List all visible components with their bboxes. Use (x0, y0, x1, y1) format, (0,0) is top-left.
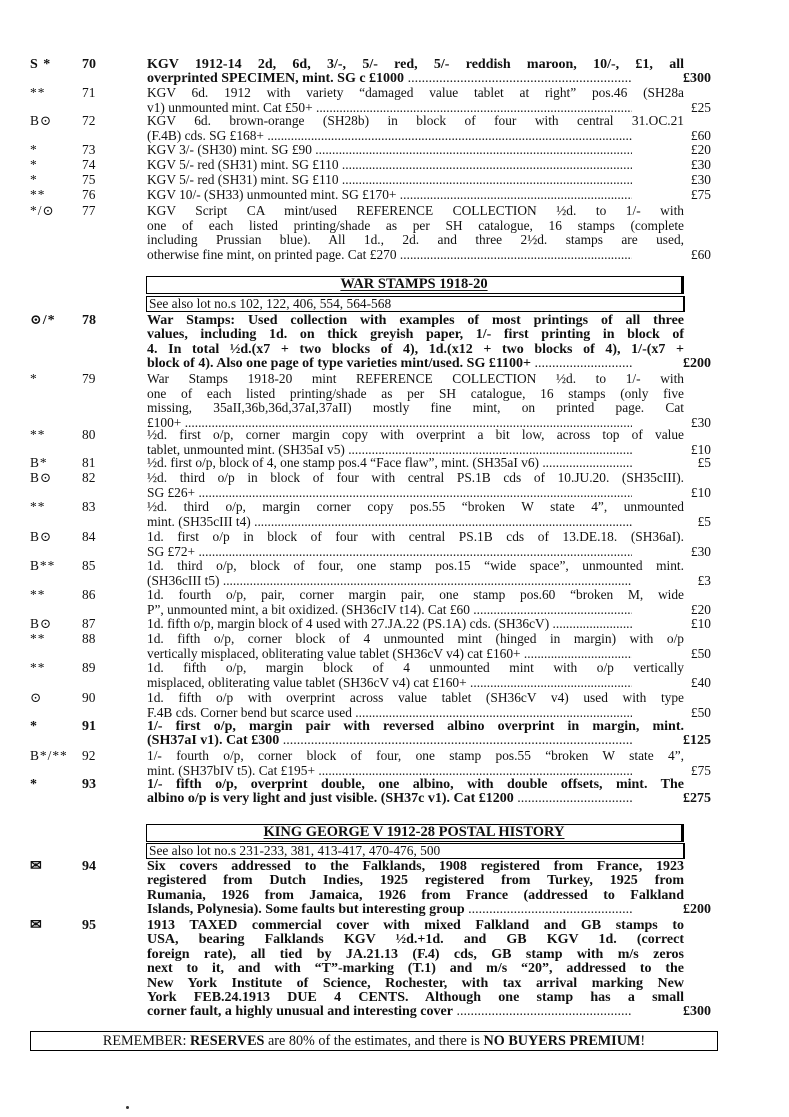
description-line: ½d. first o/p, corner margin copy with overprint a bit low, across top of value (147, 427, 684, 442)
lot-estimate: £30 (690, 543, 711, 559)
description-last-line: KGV 5/- red (SH31) mint. SG £110 ..... (147, 158, 632, 173)
lot-description (147, 632, 684, 661)
description-line: 1/- fourth o/p, corner block of four, one stamp pos.55 “broken W state 4”, (147, 748, 684, 763)
section-header-kgv-postal-history (146, 824, 684, 842)
lot-condition: B⊙ (30, 616, 53, 631)
lot-estimate: £30 (690, 414, 711, 430)
description-line: War Stamps 1918-20 mint REFERENCE COLLECTION ½d. to 1/- with (147, 371, 684, 386)
description-last-line: 1d. fifth o/p, margin block of 4 used with 27.JA.22 (PS.1A) cds. (SH36cV) ..... (147, 617, 632, 632)
description-line: Six covers addressed to the Falklands, 1908 registered from France, 1923 (147, 859, 684, 874)
see-also-box-war (146, 296, 685, 312)
description-line: registered from Dutch Indies, 1925 registered from Turkey, 1925 from (147, 873, 684, 889)
lot-estimate: £125 (683, 733, 711, 749)
lot-estimate: £10 (690, 441, 711, 457)
lot-number: 95 (82, 918, 96, 933)
description-last-line: KGV 5/- red (SH31) mint. SG £110 ..... (147, 173, 632, 188)
lot-number: 91 (82, 719, 96, 734)
description-line: 1913 TAXED commercial cover with mixed Falkland and GB stamps to (147, 918, 684, 933)
notice-middle: are 80% of the estimates, and there is (264, 1033, 484, 1049)
section-title: WAR STAMPS 1918-20 (340, 276, 488, 292)
lot-estimate: £20 (690, 601, 711, 617)
see-also-box-kgv (146, 843, 685, 859)
lot-estimate: £275 (683, 791, 711, 807)
description-last-line: (SH36cIII t5) ..... (147, 574, 632, 589)
description-last-line: SG £72+ ..... (147, 545, 632, 560)
lot-estimate: £25 (690, 99, 711, 115)
see-also-text: See also lot no.s 231-233, 381, 413-417, 470-476, 500 (149, 843, 441, 858)
lot-description (147, 559, 684, 588)
lot-estimate: £10 (690, 484, 711, 500)
lot-estimate: £75 (690, 187, 711, 202)
lot-estimate: £50 (690, 645, 711, 661)
lot-description (147, 114, 684, 143)
description-line: next to it, and with “T”-marking (T.1) and m/s “20”, addressed to the (147, 961, 684, 977)
lot-description (147, 204, 684, 262)
lot-description (147, 500, 684, 529)
remember-notice (30, 1031, 718, 1051)
lot-estimate: £75 (690, 762, 711, 778)
description-last-line: P”, unmounted mint, a bit oxidized. (SH36cIV t14). Cat £60 ..... (147, 603, 632, 618)
lot-estimate: £30 (690, 157, 711, 172)
lot-estimate: £60 (690, 127, 711, 143)
lot-number: 79 (82, 371, 96, 386)
description-last-line: misplaced, obliterating value tablet (SH36cV v4) cat £160+ ..... (147, 676, 632, 691)
lot-description (147, 173, 684, 188)
lot-condition: ** (30, 499, 46, 514)
lot-number: 84 (82, 529, 96, 544)
lot-condition: * (30, 157, 38, 172)
description-line: one of each listed printing/shade as per SH catalogue, 16 stamps (only five (147, 385, 684, 401)
description-last-line: v1) unmounted mint. Cat £50+ ..... (147, 101, 632, 116)
lot-condition: B* (30, 455, 48, 470)
description-line: 1/- first o/p, margin pair with reversed albino overprint in margin, mint. (147, 719, 684, 734)
description-line: New York Institute of Science, Rochester, with tax arrival marking New (147, 975, 684, 991)
description-last-line: block of 4). Also one page of type varieties mint/used. SG £1100+ ..... (147, 357, 632, 371)
lot-condition: B** (30, 558, 56, 573)
lot-number: 71 (82, 85, 96, 100)
lot-condition: S * (30, 57, 52, 72)
see-also-text: See also lot no.s 102, 122, 406, 554, 564-568 (149, 296, 392, 311)
lot-description (147, 188, 684, 203)
lot-estimate: £5 (697, 513, 711, 529)
lot-condition: ⊙ (30, 690, 43, 705)
notice-prefix: REMEMBER: (102, 1033, 191, 1049)
description-line: ½d. third o/p in block of four with central PS.1B cds of 10.JU.20. (SH35cIII). (147, 470, 684, 485)
description-line: values, including 1d. on thick greyish paper, 1/- first printing in block of (147, 327, 684, 343)
lot-description (147, 661, 684, 690)
lot-condition: ✉ (30, 918, 43, 933)
lot-number: 80 (82, 427, 96, 442)
lot-estimate: £30 (690, 172, 711, 187)
lot-number: 88 (82, 631, 96, 646)
lot-number: 89 (82, 660, 96, 675)
description-last-line: £100+ ..... (147, 416, 632, 431)
lot-number: 93 (82, 777, 96, 792)
lot-estimate: £200 (683, 356, 711, 372)
lot-condition: ** (30, 631, 46, 646)
description-last-line: tablet, unmounted mint. (SH35aI v5) ..... (147, 443, 632, 458)
description-line: 1d. fifth o/p, margin block of 4 unmounted mint with o/p vertically (147, 660, 684, 675)
description-line: USA, bearing Falklands KGV ½d.+1d. and GB KGV 1d. (correct (147, 932, 684, 948)
lot-condition: * (30, 719, 38, 734)
description-line: foreign rate), all tied by JA.21.13 (F.4) cds, GB stamp with m/s zeros (147, 946, 684, 962)
lot-estimate: £3 (697, 572, 711, 588)
description-line: KGV 6d. brown-orange (SH28b) in block of four with central 31.OC.21 (147, 113, 684, 128)
description-line: KGV 6d. 1912 with variety “damaged value tablet at right” pos.46 (SH28a (147, 85, 684, 100)
lot-condition: B*/** (30, 748, 68, 763)
lot-description (147, 372, 684, 430)
lot-condition: B⊙ (30, 470, 53, 485)
lot-number: 76 (82, 187, 96, 202)
lot-number: 87 (82, 616, 96, 631)
description-last-line: otherwise fine mint, on printed page. Cat £270 ..... (147, 248, 632, 263)
description-line: 1d. first o/p in block of four with central PS.1B cds of 13.DE.18. (SH36aI). (147, 529, 684, 544)
lot-condition: * (30, 142, 38, 157)
description-line: missing, 35aII,36b,36d,37aI,37aII) mostly fine mint, on printed page. Cat (147, 400, 684, 416)
lot-number: 77 (82, 203, 96, 218)
lot-number: 70 (82, 57, 96, 72)
lot-number: 74 (82, 157, 96, 172)
description-last-line: KGV 10/- (SH33) unmounted mint. SG £170+ ..... (147, 188, 632, 203)
lot-condition: */⊙ (30, 203, 55, 218)
lot-description (147, 588, 684, 617)
section-title: KING GEORGE V 1912-28 POSTAL HISTORY (263, 824, 565, 840)
lot-number: 81 (82, 455, 96, 470)
lot-number: 85 (82, 558, 96, 573)
lot-condition: ** (30, 660, 46, 675)
lot-number: 78 (82, 313, 96, 328)
description-line: 4. In total ½d.(x7 + two blocks of 4), 1d.(x12 + two blocks of 4), 1/-(x7 + (147, 341, 684, 357)
description-last-line: (F.4B) cds. SG £168+ ..... (147, 129, 632, 144)
lot-description (147, 86, 684, 115)
lot-estimate: £60 (690, 246, 711, 262)
lot-condition: * (30, 172, 38, 187)
lot-description (147, 471, 684, 500)
lot-number: 90 (82, 690, 96, 705)
lot-condition: ** (30, 85, 46, 100)
lot-number: 86 (82, 587, 96, 602)
page-dot-mark (126, 1106, 129, 1109)
lot-description (147, 617, 684, 632)
description-last-line: mint. (SH37bIV t5). Cat £195+ ..... (147, 764, 632, 779)
notice-no-premium: NO BUYERS PREMIUM (483, 1033, 641, 1049)
lot-number: 94 (82, 859, 96, 874)
description-last-line: F.4B cds. Corner bend but scarce used ..... (147, 706, 632, 721)
lot-description (147, 314, 684, 372)
lot-description (147, 860, 684, 918)
lot-description (147, 456, 684, 471)
lot-estimate: £5 (697, 455, 711, 470)
description-last-line: Islands, Polynesia). Some faults but interesting group ..... (147, 903, 632, 917)
description-last-line: corner fault, a highly unusual and interesting cover ..... (147, 1005, 632, 1019)
section-header-war-stamps (146, 276, 684, 294)
lot-condition: ⊙/* (30, 313, 56, 328)
lot-number: 92 (82, 748, 96, 763)
lot-number: 82 (82, 470, 96, 485)
description-line: KGV 1912-14 2d, 6d, 3/-, 5/- red, 5/- reddish maroon, 10/-, £1, all (147, 57, 684, 72)
lot-number: 72 (82, 113, 96, 128)
lot-estimate: £20 (690, 142, 711, 157)
notice-suffix: ! (640, 1033, 646, 1049)
lot-estimate: £200 (683, 902, 711, 918)
lot-estimate: £300 (683, 71, 711, 87)
description-last-line: overprinted SPECIMEN, mint. SG c £1000 ..... (147, 72, 632, 86)
lot-condition: ** (30, 587, 46, 602)
description-line: ½d. third o/p, margin corner copy pos.55 “broken W state 4”, unmounted (147, 499, 684, 514)
lot-condition: * (30, 371, 38, 386)
lot-description (147, 778, 684, 807)
description-line: 1d. fifth o/p with overprint across value tablet (SH36cV v4) used with type (147, 690, 684, 705)
lot-condition: ✉ (30, 859, 43, 874)
lot-estimate: £40 (690, 674, 711, 690)
lot-description (147, 691, 684, 720)
description-line: Rumania, 1926 from Jamaica, 1926 from France (addressed to Falkland (147, 887, 684, 903)
description-line: War Stamps: Used collection with examples of most printings of all three (147, 313, 684, 328)
description-last-line: SG £26+ ..... (147, 486, 632, 501)
description-last-line: mint. (SH35cIII t4) ..... (147, 515, 632, 530)
lot-estimate: £10 (690, 616, 711, 631)
lot-number: 83 (82, 499, 96, 514)
lot-description (147, 720, 684, 749)
lot-condition: B⊙ (30, 529, 53, 544)
lot-description (147, 919, 684, 1020)
description-line: York FEB.24.1913 DUE 4 CENTS. Although one stamp has a small (147, 990, 684, 1006)
lot-description (147, 143, 684, 158)
lot-number: 73 (82, 142, 96, 157)
description-line: 1/- fifth o/p, overprint double, one albino, with double offsets, mint. The (147, 777, 684, 792)
description-last-line: ½d. first o/p, block of 4, one stamp pos.4 “Face flaw”, mint. (SH35aI v6) ..... (147, 456, 632, 471)
description-line: including Prussian blue). All 1d., 2d. and three 2½d. stamps are used, (147, 232, 684, 248)
description-last-line: (SH37aI v1). Cat £300 ..... (147, 734, 632, 748)
lot-number: 75 (82, 172, 96, 187)
notice-reserves: RESERVES (190, 1033, 265, 1049)
lot-condition: B⊙ (30, 113, 53, 128)
lot-description (147, 749, 684, 778)
lot-description (147, 530, 684, 559)
lot-estimate: £50 (690, 704, 711, 720)
description-line: one of each listed printing/shade as per SH catalogue, 16 stamps (complete (147, 217, 684, 233)
lot-description (147, 428, 684, 457)
lot-condition: * (30, 777, 38, 792)
lot-description (147, 58, 684, 87)
lot-condition: ** (30, 187, 46, 202)
description-last-line: albino o/p is very light and just visible. (SH37c v1). Cat £1200 ..... (147, 792, 632, 806)
description-last-line: vertically misplaced, obliterating value tablet (SH36cV v4) cat £160+ ..... (147, 647, 632, 662)
lot-estimate: £300 (683, 1004, 711, 1020)
description-last-line: KGV 3/- (SH30) mint. SG £90 ..... (147, 143, 632, 158)
lot-condition: ** (30, 427, 46, 442)
description-line: 1d. fifth o/p, corner block of 4 unmounted mint (hinged in margin) with o/p (147, 631, 684, 646)
description-line: 1d. third o/p, block of four, one stamp pos.15 “wide space”, unmounted mint. (147, 558, 684, 573)
description-line: KGV Script CA mint/used REFERENCE COLLECTION ½d. to 1/- with (147, 203, 684, 218)
lot-description (147, 158, 684, 173)
description-line: 1d. fourth o/p, pair, corner margin pair, one stamp pos.60 “broken M, wide (147, 587, 684, 602)
